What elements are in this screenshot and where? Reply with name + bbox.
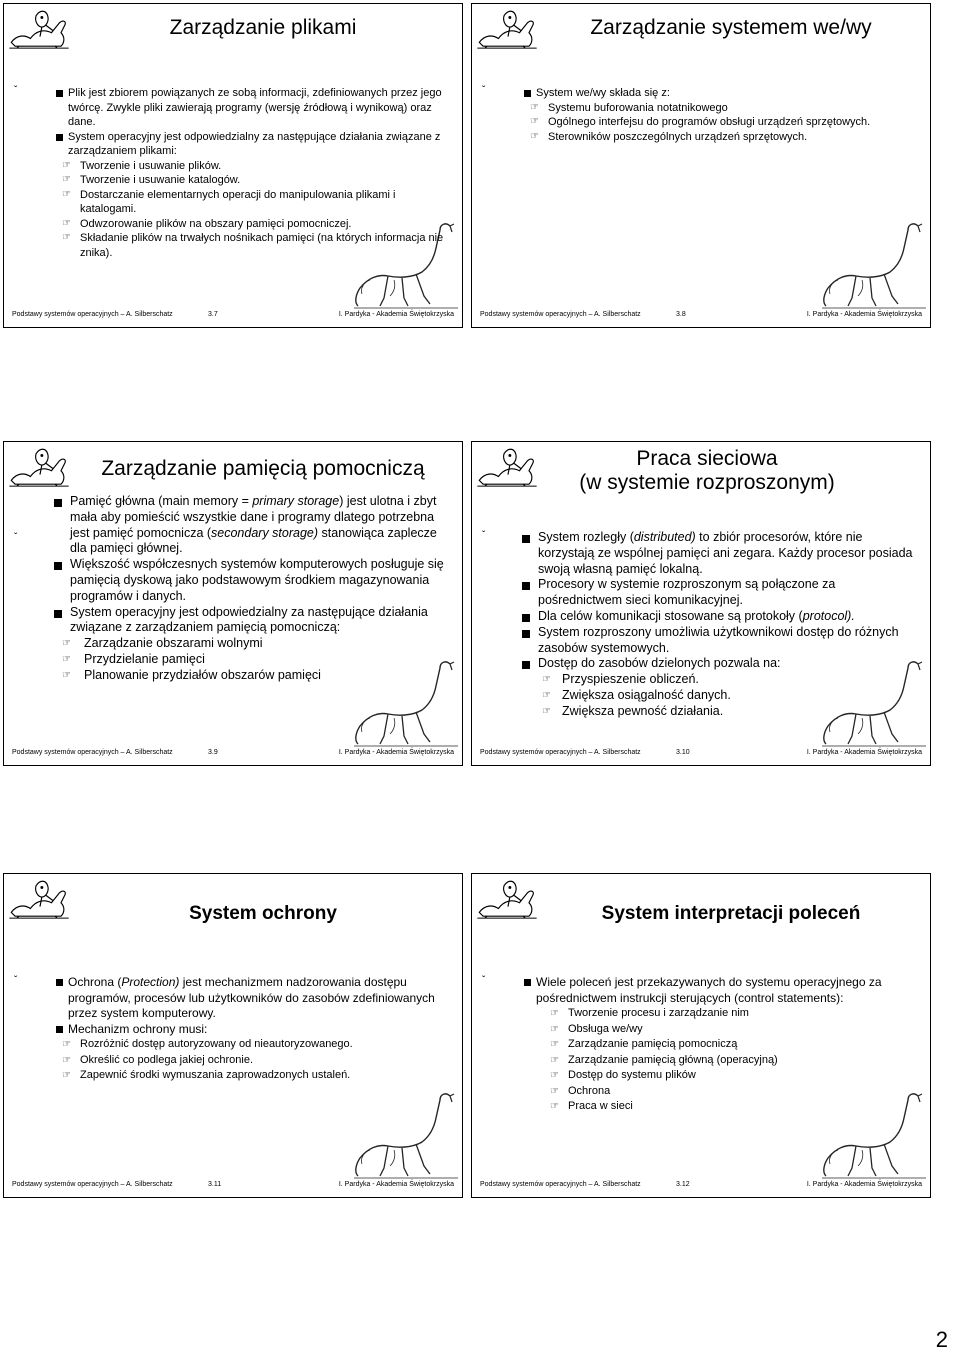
list-item: System operacyjny jest odpowiedzialny za następujące działania związane z zarządzaniem pamięcią pomocniczą: [12,605,448,637]
pointing-hand-icon: ☞ [62,669,71,681]
list-item: System operacyjny jest odpowiedzialny za następujące działania związane z zarządzaniem plikami: [12,130,448,159]
pointing-hand-icon: ☞ [62,638,71,650]
slide-footer: Podstawy systemów operacyjnych – A. Silberschatz 3.7 I. Pardyka - Akademia Świętokrzyska [12,311,454,318]
list-item: ☞ Przydzielanie pamięci [62,651,205,666]
list-item: ☞ Zarządzanie obszarami wolnymi [62,636,263,651]
pointing-hand-icon: ☞ [62,159,71,171]
square-bullet-icon [56,979,63,986]
slide-footer: Podstawy systemów operacyjnych – A. Silberschatz 3.12 I. Pardyka - Akademia Świętokrzyska [480,1181,922,1188]
list-item: Dla celów komunikacji stosowane są protokoły (protocol). [480,609,916,625]
list-item: ☞ Tworzenie procesu i zarządzanie nim [480,1006,916,1022]
list-item: ☞ Dostęp do systemu plików [480,1068,916,1084]
pointing-hand-icon: ☞ [550,1039,559,1050]
slide-body: ˇ System rozległy (distributed) to zbiór procesorów, które nie korzystają ze wspólnej pamięci ani zegara. Każdy procesor posiada swoją własną pamięć lokalną. Procesory w systemie rozproszonym są połączone za pośrednictwem sieci komunikacyjnej. Dla celów komunikacji stosowane są protokoły (protocol). System rozproszony umożliwia użytkownikowi dostęp do różnych zasobów systemowych. Dostęp do zasobów dzielonych pozwala na: ☞ Przyspieszenie obliczeń. ☞ Zwiększa osiągalność danych. ☞ Zwiększa pewność działania. [480,530,916,720]
slide-3-9 [3,441,463,766]
slide-title: Praca sieciowa (w systemie rozproszonym) [579,447,835,494]
slide-footer: Podstawy systemów operacyjnych – A. Silberschatz 3.10 I. Pardyka - Akademia Świętokrzyska [480,749,922,756]
list-item: ☞ Określić co podlega jakiej ochronie. [12,1053,448,1069]
slide-body: ˇ Plik jest zbiorem powiązanych ze sobą informacji, zdefiniowanych przez jego twórcę. Zwykle pliki zawierają programy (wersję źródłową i wynikową) oraz dane. System operacyjny jest odpowiedzialny za następujące działania związane z zarządzaniem plikami: ☞ Tworzenie i usuwanie plików. ☞ Tworzenie i usuwanie katalogów. ☞ Dostarczanie elementarnych operacji do manipulowania plikami i katalogami. ☞ Odwzorowanie plików na obszary pamięci pomocniczej. ☞ Składanie plików na trwałych nośnikach pamięci (na których informacja nie znika). [12,86,448,260]
list-item: Pamięć główna (main memory = primary storage) jest ulotna i zbyt mała aby pomieścić wszystkie dane i programy dlatego potrzebna jest pamięć pomocnicza (secondary storage) stanowiąca zaplecze dla pamięci głównej. [12,494,448,557]
page-number: 2 [935,1327,948,1352]
square-bullet-icon [54,610,62,618]
square-bullet-icon [522,614,530,622]
pointing-hand-icon: ☞ [530,130,539,142]
slide-3-8 [471,3,931,328]
dinosaur-icon [350,656,460,751]
list-item: Ochrona (Protection) jest mechanizmem nadzorowania dostępu programów, procesów lub użytkowników do zasobów zdefiniowanych przez system komputerowy. [12,975,448,1022]
slide-title: Zarządzanie pamięcią pomocniczą [101,457,425,480]
square-bullet-icon [56,134,63,141]
slide-footer: Podstawy systemów operacyjnych – A. Silberschatz 3.8 I. Pardyka - Akademia Świętokrzyska [480,311,922,318]
list-item: ☞ Systemu buforowania notatnikowego [530,101,728,114]
pointing-hand-icon: ☞ [542,705,551,717]
slide-title: Zarządzanie plikami [169,16,357,39]
slide-body: ˇ Pamięć główna (main memory = primary storage) jest ulotna i zbyt mała aby pomieścić wszystkie dane i programy dlatego potrzebna jest pamięć pomocnicza (secondary storage) stanowiąca zaplecze dla pamięci głównej. Większość współczesnych systemów komputerowych posługuje się pamięcią dyskową jako podstawowym środkiem magazynowania programów i danych. System operacyjny jest odpowiedzialny za następujące działania związane z zarządzaniem pamięcią pomocniczą: ☞ Zarządzanie obszarami wolnymi ☞ Przydzielanie pamięci ☞ Planowanie przydziałów obszarów pamięci [12,494,448,684]
square-bullet-icon [56,1026,63,1033]
pointing-hand-icon: ☞ [542,689,551,701]
list-item: Większość współczesnych systemów komputerowych posługuje się pamięcią dyskową jako podstawowym środkiem magazynowania programów i danych. [12,557,448,604]
list-item: ☞ Składanie plików na trwałych nośnikach pamięci (na których informacja nie znika). [62,232,444,259]
slide-body: ˇ Ochrona (Protection) jest mechanizmem nadzorowania dostępu programów, procesów lub użytkowników do zasobów zdefiniowanych przez system komputerowy. Mechanizm ochrony musi: ☞ Rozróżnić dostęp autoryzowany od nieautoryzowanego. ☞ Określić co podlega jakiej ochronie. ☞ Zapewnić środki wymuszania zaprowadzonych ustaleń. [12,975,448,1084]
slide-3-12 [471,873,931,1198]
list-item: ☞ Zwiększa pewność działania. [542,703,724,718]
list-item: ☞ Zarządzanie pamięcią pomocniczą [480,1037,916,1053]
list-item: ☞ Praca w sieci [480,1099,916,1115]
list-item: ☞ Odwzorowanie plików na obszary pamięci pomocniczej. [62,217,352,230]
pointing-hand-icon: ☞ [550,1008,559,1019]
list-item: Mechanizm ochrony musi: [12,1022,448,1038]
list-item: System rozproszony umożliwia użytkownikowi dostęp do różnych zasobów systemowych. [480,625,916,657]
list-item: ☞ Zapewnić środki wymuszania zaprowadzonych ustaleń. [12,1068,448,1084]
list-item: ☞ Rozróżnić dostęp autoryzowany od nieautoryzowanego. [12,1037,448,1053]
list-item: Dostęp do zasobów dzielonych pozwala na: [480,656,916,672]
dinosaur-icon [818,656,928,751]
slide-body: ˇ System we/wy składa się z: ☞ Systemu buforowania notatnikowego ☞ Ogólnego interfejsu do programów obsługi urządzeń sprzętowych. ☞ Sterowników poszczególnych urządzeń sprzętowych. [480,86,916,144]
pointing-hand-icon: ☞ [62,1070,71,1081]
list-item: ☞ Tworzenie i usuwanie plików. [62,159,222,172]
pointing-hand-icon: ☞ [62,188,71,200]
pointing-hand-icon: ☞ [542,674,551,686]
slide-3-11 [3,873,463,1198]
dinosaur-icon [6,876,72,920]
dinosaur-icon [474,444,540,488]
pointing-hand-icon: ☞ [530,116,539,127]
square-bullet-icon [54,499,62,507]
slide-3-10 [471,441,931,766]
pointing-hand-icon: ☞ [62,217,71,229]
square-bullet-icon [524,90,531,97]
list-item: Procesory w systemie rozproszonym są połączone za pośrednictwem sieci komunikacyjnej. [480,577,916,609]
dinosaur-icon [818,1088,928,1183]
list-item: ☞ Zwiększa osiągalność danych. [542,687,731,702]
pointing-hand-icon: ☞ [550,1085,559,1097]
square-bullet-icon [54,562,62,570]
square-bullet-icon [522,582,530,590]
pointing-hand-icon: ☞ [62,1039,71,1050]
slide-title: System interpretacji poleceń [601,903,861,924]
slide-title: Zarządzanie systemem we/wy [590,16,872,39]
pointing-hand-icon: ☞ [550,1070,559,1081]
slide-3-7 [3,3,463,328]
pointing-hand-icon: ☞ [550,1023,559,1035]
slide-title: System ochrony [189,903,337,924]
list-item: ☞ Obsługa we/wy [480,1022,916,1038]
square-bullet-icon [522,535,530,543]
pointing-hand-icon: ☞ [550,1101,559,1112]
list-item: Wiele poleceń jest przekazywanych do systemu operacyjnego za pośrednictwem instrukcji sterujących (control statements): [480,975,916,1006]
list-item: System rozległy (distributed) to zbiór procesorów, które nie korzystają ze wspólnej pamięci ani zegara. Każdy procesor posiada swoją własną pamięć lokalną. [480,530,916,577]
list-item: ☞ Dostarczanie elementarnych operacji do manipulowania plikami i katalogami. [62,188,396,215]
pointing-hand-icon: ☞ [550,1054,559,1066]
pointing-hand-icon: ☞ [62,1054,71,1066]
list-item: ☞ Tworzenie i usuwanie katalogów. [62,174,241,186]
slide-body: ˇ Wiele poleceń jest przekazywanych do systemu operacyjnego za pośrednictwem instrukcji sterujących (control statements): ☞ Tworzenie procesu i zarządzanie nim ☞ Obsługa we/wy ☞ Zarządzanie pamięcią pomocniczą ☞ Zarządzanie pamięcią główną (operacyjną) ☞ Dostęp do systemu plików ☞ Ochrona ☞ Praca w sieci [480,975,916,1115]
pointing-hand-icon: ☞ [62,174,71,185]
list-item: ☞ Planowanie przydziałów obszarów pamięci [62,667,321,682]
dinosaur-icon [474,876,540,920]
slide-footer: Podstawy systemów operacyjnych – A. Silberschatz 3.11 I. Pardyka - Akademia Świętokrzyska [12,1181,454,1188]
dinosaur-icon [474,6,540,50]
dinosaur-icon [6,444,72,488]
dinosaur-icon [6,6,72,50]
dinosaur-icon [818,218,928,313]
list-item: ☞ Ochrona [480,1084,916,1100]
list-item: ☞ Ogólnego interfejsu do programów obsługi urządzeń sprzętowych. [530,116,871,128]
square-bullet-icon [56,90,63,97]
list-item: ☞ Przyspieszenie obliczeń. [542,672,699,687]
list-item: ☞ Sterowników poszczególnych urządzeń sprzętowych. [530,130,808,143]
square-bullet-icon [522,630,530,638]
pointing-hand-icon: ☞ [62,653,71,665]
slide-footer: Podstawy systemów operacyjnych – A. Silberschatz 3.9 I. Pardyka - Akademia Świętokrzyska [12,749,454,756]
list-item: Plik jest zbiorem powiązanych ze sobą informacji, zdefiniowanych przez jego twórcę. Zwykle pliki zawierają programy (wersję źródłową i wynikową) oraz dane. [12,86,448,130]
pointing-hand-icon: ☞ [62,232,71,243]
pointing-hand-icon: ☞ [530,101,539,113]
dinosaur-icon [350,218,460,313]
square-bullet-icon [524,979,531,986]
list-item: ☞ Zarządzanie pamięcią główną (operacyjną) [480,1053,916,1069]
dinosaur-icon [350,1088,460,1183]
list-item: System we/wy składa się z: [480,86,916,101]
square-bullet-icon [522,661,530,669]
